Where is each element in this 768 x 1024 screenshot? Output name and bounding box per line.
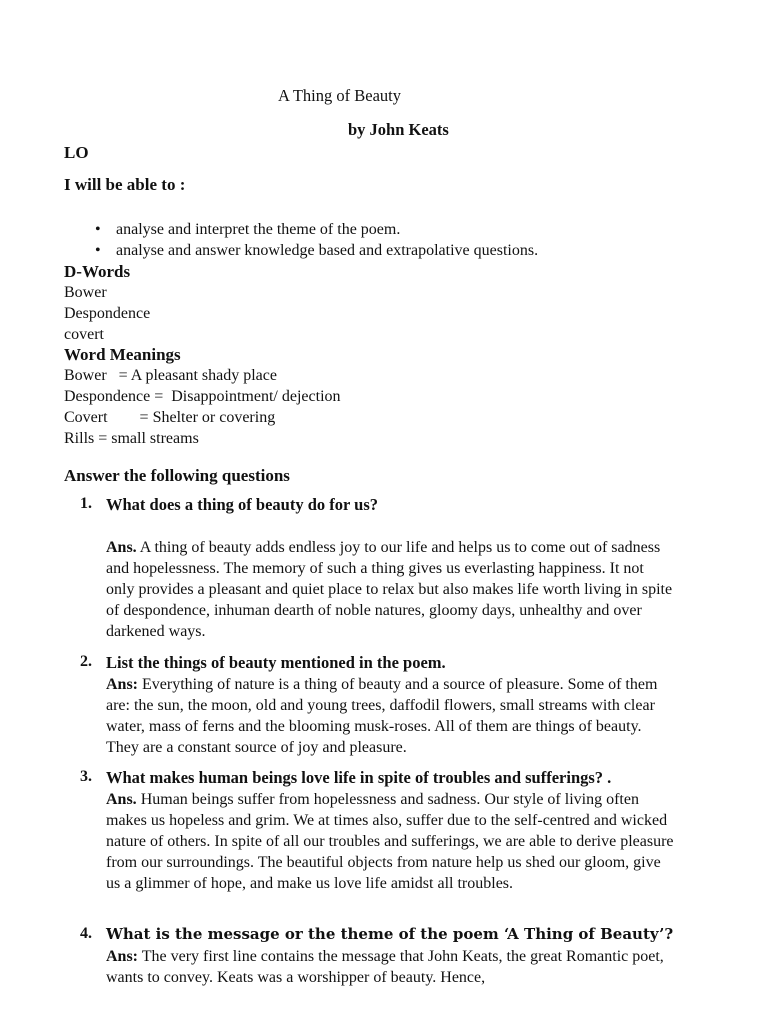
answer-body: Human beings suffer from hopelessness and sadness. Our style of living often makes us hopeless and grim. We at times also, suffer due to the self-centred and wicked nature of others. In spite of all our troubles and sufferings, we are able to derive pleasure from our surroundings. The beautiful objects from nature help us shed our gloom, give us a glimmer of hope, and make us love life amidst all troubles. xyxy=(106,791,674,892)
lo-list xyxy=(64,219,538,261)
answer-label: Ans: xyxy=(106,948,139,965)
lo-heading: LO xyxy=(64,143,89,162)
word-meaning-item: Bower = A pleasant shady place xyxy=(64,367,277,384)
question-text: What makes human beings love life in spite of troubles and sufferings? . xyxy=(106,768,612,787)
answer-body: Everything of nature is a thing of beauty and a source of pleasure. Some of them are: the sun, the moon, old and young trees, daffodil flowers, small streams with clear water, mass of ferns and the blooming musk-roses. All of them are things of beauty. They are a constant source of joy and pleasure. xyxy=(106,676,658,756)
question-number: 2. xyxy=(80,653,92,670)
answer-text xyxy=(106,789,676,894)
lo-item-text: analyse and interpret the theme of the poem. xyxy=(116,221,401,238)
word-meanings-heading: Word Meanings xyxy=(64,345,181,364)
answer-body: A thing of beauty adds endless joy to our life and helps us to come out of sadness and hopelessness. The memory of such a thing gives us everlasting happiness. It not only provides a pleasant and quiet place to relax but also makes life worth living in spite of despondence, inhuman dearth of noble natures, gloomy days, unhealthy and over darkened ways. xyxy=(106,539,673,640)
answer-body: The very first line contains the message that John Keats, the great Romantic poet, wants to convey. Keats was a worshipper of beauty. Hence, xyxy=(106,948,664,986)
question-text: What is the message or the theme of the poem ‘A Thing of Beauty’? xyxy=(106,925,674,943)
lo-list-item xyxy=(64,240,538,261)
d-word-item: covert xyxy=(64,326,104,343)
lo-intro: I will be able to : xyxy=(64,175,186,194)
answer-label: Ans. xyxy=(106,791,137,808)
answer-text xyxy=(106,946,676,988)
answer-text xyxy=(106,537,676,642)
d-words-heading: D-Words xyxy=(64,262,131,281)
answer-text xyxy=(106,674,676,758)
d-word-item: Despondence xyxy=(64,305,151,322)
word-meaning-item: Rills = small streams xyxy=(64,430,199,447)
question-text: What does a thing of beauty do for us? xyxy=(106,495,378,514)
bullet-icon: • xyxy=(95,221,101,238)
question-number: 3. xyxy=(80,768,92,785)
poem-title: A Thing of Beauty xyxy=(278,86,401,105)
question-number: 1. xyxy=(80,495,92,512)
questions-heading: Answer the following questions xyxy=(64,466,290,485)
answer-label: Ans: xyxy=(106,676,139,693)
lo-item-text: analyse and answer knowledge based and extrapolative questions. xyxy=(116,242,539,259)
lo-list-item xyxy=(64,219,538,240)
word-meaning-item: Despondence = Disappointment/ dejection xyxy=(64,388,341,405)
question-number: 4. xyxy=(80,925,92,942)
question-text: List the things of beauty mentioned in the poem. xyxy=(106,653,446,672)
word-meaning-item: Covert = Shelter or covering xyxy=(64,409,276,426)
d-word-item: Bower xyxy=(64,284,107,301)
poem-author: by John Keats xyxy=(348,120,449,139)
bullet-icon: • xyxy=(95,242,101,259)
answer-label: Ans. xyxy=(106,539,137,556)
